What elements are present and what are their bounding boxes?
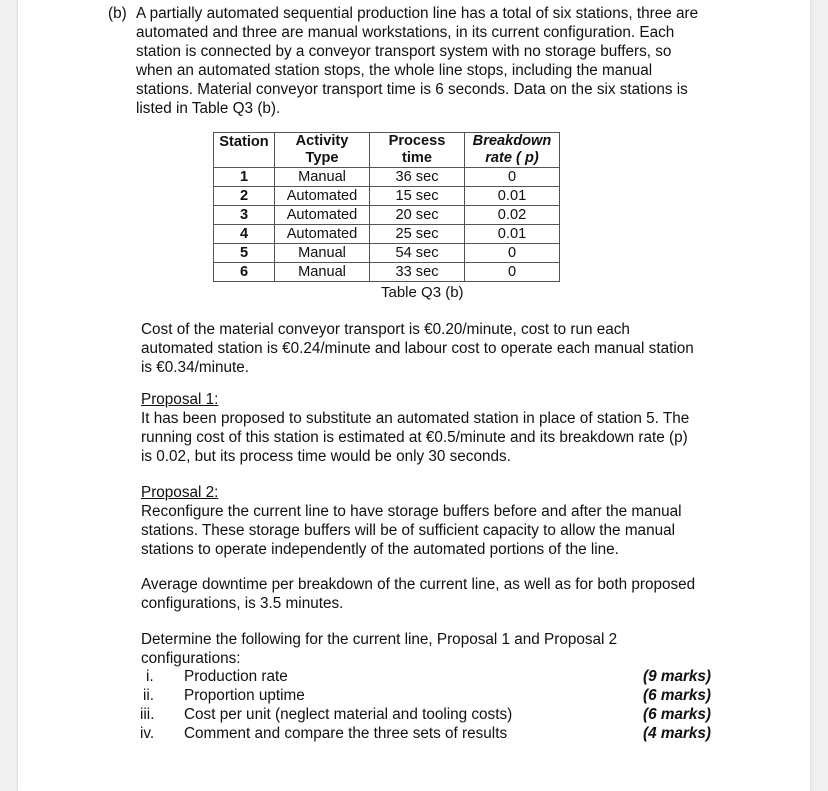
proposal-1-line: is 0.02, but its process time would be only 30 seconds. — [141, 448, 511, 465]
intro-line: station is connected by a conveyor transport system with no storage buffers, so — [136, 43, 672, 60]
intro-line: stations. Material conveyor transport time is 6 seconds. Data on the six stations is — [136, 81, 688, 98]
cell-rate: 0 — [465, 263, 560, 282]
item-text: Cost per unit (neglect material and tooling costs) — [184, 706, 513, 723]
table-caption: Table Q3 (b) — [381, 284, 464, 301]
header-breakdown-rate: Breakdown rate ( p) — [465, 133, 560, 168]
item-text: Production rate — [184, 668, 288, 685]
proposal-1-title: Proposal 1: — [141, 391, 219, 408]
item-text: Comment and compare the three sets of results — [184, 725, 508, 742]
cell-type: Automated — [275, 187, 370, 206]
cell-station: 6 — [214, 263, 275, 282]
table-row — [214, 168, 560, 187]
cost-paragraph — [141, 320, 731, 377]
cell-station: 5 — [214, 244, 275, 263]
cell-rate: 0 — [465, 244, 560, 263]
cell-station: 3 — [214, 206, 275, 225]
proposal-2-title: Proposal 2: — [141, 484, 219, 501]
proposal-2-line: Reconfigure the current line to have storage buffers before and after the manual — [141, 503, 682, 520]
cost-line: Cost of the material conveyor transport is €0.20/minute, cost to run each — [141, 321, 630, 338]
cell-rate: 0.02 — [465, 206, 560, 225]
cell-time: 15 sec — [370, 187, 465, 206]
downtime-line: configurations, is 3.5 minutes. — [141, 595, 344, 612]
cell-station: 1 — [214, 168, 275, 187]
item-number: iv. — [140, 725, 155, 742]
cell-station: 4 — [214, 225, 275, 244]
header-station: Station — [214, 133, 275, 168]
table-row — [214, 187, 560, 206]
cell-time: 36 sec — [370, 168, 465, 187]
cell-type: Manual — [275, 244, 370, 263]
item-number: iii. — [140, 706, 155, 723]
proposal-2-section — [141, 483, 731, 559]
item-marks: (6 marks) — [643, 687, 712, 704]
cell-time: 25 sec — [370, 225, 465, 244]
intro-line: when an automated station stops, the whole line stops, including the manual — [136, 62, 653, 79]
table-row — [214, 225, 560, 244]
proposal-1-line: It has been proposed to substitute an automated station in place of station 5. The — [141, 410, 690, 427]
cell-type: Manual — [275, 168, 370, 187]
table-row — [214, 263, 560, 282]
header-process-time: Process time — [370, 133, 465, 168]
downtime-line: Average downtime per breakdown of the current line, as well as for both proposed — [141, 576, 696, 593]
item-marks: (6 marks) — [643, 706, 712, 723]
header-activity-type: Activity Type — [275, 133, 370, 168]
item-number: ii. — [143, 687, 155, 704]
item-marks: (4 marks) — [643, 725, 712, 742]
determine-line: Determine the following for the current line, Proposal 1 and Proposal 2 — [141, 631, 618, 648]
document-page — [18, 0, 810, 791]
item-number: i. — [146, 668, 154, 685]
cell-type: Automated — [275, 206, 370, 225]
proposal-2-line: stations to operate independently of the automated portions of the line. — [141, 541, 619, 558]
cell-type: Automated — [275, 225, 370, 244]
determine-line: configurations: — [141, 650, 241, 667]
cell-rate: 0.01 — [465, 187, 560, 206]
station-data-table — [213, 132, 560, 282]
cell-time: 20 sec — [370, 206, 465, 225]
intro-line: A partially automated sequential production line has a total of six stations, three are — [136, 5, 699, 22]
cell-rate: 0 — [465, 168, 560, 187]
part-label: (b) — [108, 5, 127, 22]
cell-time: 54 sec — [370, 244, 465, 263]
cell-station: 2 — [214, 187, 275, 206]
table-row — [214, 244, 560, 263]
intro-line: automated and three are manual workstations, in its current configuration. Each — [136, 24, 675, 41]
determine-paragraph — [141, 630, 731, 668]
cost-line: is €0.34/minute. — [141, 359, 249, 376]
cell-type: Manual — [275, 263, 370, 282]
item-text: Proportion uptime — [184, 687, 305, 704]
proposal-1-line: running cost of this station is estimated at €0.5/minute and its breakdown rate (p) — [141, 429, 688, 446]
cost-line: automated station is €0.24/minute and labour cost to operate each manual station — [141, 340, 694, 357]
item-marks: (9 marks) — [643, 668, 712, 685]
proposal-2-line: stations. These storage buffers will be of sufficient capacity to allow the manual — [141, 522, 675, 539]
table-header-row — [214, 133, 560, 168]
cell-time: 33 sec — [370, 263, 465, 282]
downtime-paragraph — [141, 575, 731, 613]
cell-rate: 0.01 — [465, 225, 560, 244]
proposal-1-section — [141, 390, 731, 466]
table-row — [214, 206, 560, 225]
intro-line: listed in Table Q3 (b). — [136, 100, 281, 117]
